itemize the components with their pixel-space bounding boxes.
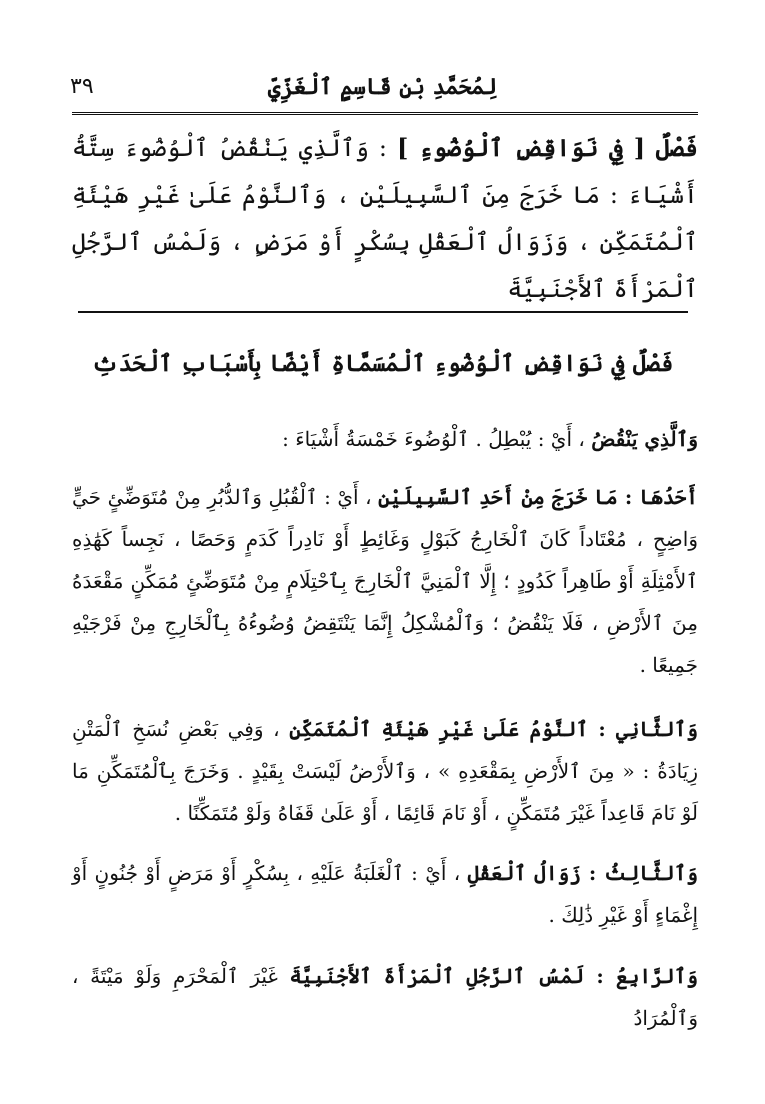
sharh-paragraph-second: [72, 708, 698, 834]
running-header-title: لِمُحَمَّدِ بْنِ قَاسِمٍ ٱلْغَزِّيِّ: [267, 74, 498, 100]
page-number: ٣٩: [70, 74, 94, 99]
paragraph-lead: وَٱلثَّانِي : ٱلنَّوْمُ عَلَىٰ غَيْرِ هَيْئَةِ ٱلْمُتَمَكِّنِ: [289, 717, 698, 741]
paragraph-text: ، أَيْ : ٱلْغَلَبَةُ عَلَيْهِ ، بِسُكْرٍ أَوْ مَرَضٍ أَوْ جُنُونٍ أَوْ إِغْمَاءٍ أَوْ غَيْرِ ذَٰلِكَ .: [72, 861, 698, 927]
sharh-section-heading: فَصْلٌ فِي نَوَاقِضِ ٱلْوُضُوءِ ٱلْمُسَمَّاةِ أَيْضًا بِأَسْبَابِ ٱلْحَدَثِ: [91, 350, 674, 377]
sharh-paragraph-first: [72, 476, 698, 686]
sharh-paragraph-fourth: [72, 955, 698, 1039]
paragraph-text: غَيْرَ ٱلْمَحْرَمِ وَلَوْ مَيْتَةً ، وَٱلْمُرَادُ: [72, 964, 698, 1030]
matn-body-text: : وَٱلَّذِي يَنْقُضُ ٱلْوُضُوءَ سِتَّةُ أَشْيَاءَ : مَا خَرَجَ مِنَ ٱلسَّبِيلَيْنِ ، وَٱلنَّوْمُ عَلَىٰ غَيْرِ هَيْئَةِ ٱلْمُتَمَكِّنِ ، وَزَوَالُ ٱلْعَقْلِ بِسُكْرٍ أَوْ مَرَضٍ ، وَلَمْسُ ٱلرَّجُلِ ٱلْمَرْأَةَ ٱلأَجْنَبِيَّةَ: [72, 134, 698, 303]
matn-sharh-divider: [78, 311, 688, 313]
paragraph-text: ، وَفِي بَعْضِ نُسَخِ ٱلْمَتْنِ زِيَادَةُ : « مِنَ ٱلأَرْضِ بِمَقْعَدِهِ » ، وَٱلأَرْضُ لَيْسَتْ بِقَيْدٍ . وَخَرَجَ بِٱلْمُتَمَكِّنِ مَا لَوْ نَامَ قَاعِداً غَيْرَ مُتَمَكِّنٍ ، أَوْ نَامَ قَائِمًا ، أَوْ عَلَىٰ قَفَاهُ وَلَوْ مُتَمَكِّنًا .: [72, 717, 698, 825]
sharh-paragraph-third: [72, 852, 698, 936]
sharh-paragraph-intro: [72, 418, 698, 460]
matn-text-block: [72, 124, 698, 313]
paragraph-lead: وَٱلرَّابِعُ : لَمْسُ ٱلرَّجُلِ ٱلْمَرْأَةَ ٱلأَجْنَبِيَّةَ: [289, 964, 698, 988]
header-rule: [72, 112, 698, 115]
paragraph-text: ، أَيْ : يُبْطِلُ . ٱلْوُضُوءَ خَمْسَةُ أَشْيَاءَ :: [282, 427, 592, 451]
paragraph-lead: وَٱلثَّالِثُ : زَوَالُ ٱلْعَقْلِ: [467, 861, 698, 885]
paragraph-lead: أَحَدُهَا : مَا خَرَجَ مِنْ أَحَدِ ٱلسَّبِيلَيْنِ: [378, 485, 698, 509]
paragraph-text: ، أَيْ : ٱلْقُبُلِ وَٱلدُّبُرِ مِنْ مُتَوَضِّئٍ حَيٍّ وَاضِحٍ ، مُعْتَاداً كَانَ ٱلْخَارِجُ كَبَوْلٍ وَغَائِطٍ أَوْ نَادِراً كَدَمٍ وَحَصًا ، نَجِساً كَهَٰذِهِ ٱلأَمْثِلَةِ أَوْ طَاهِراً كَدُودٍ ؛ إِلَّا ٱلْمَنِيَّ ٱلْخَارِجَ بِٱحْتِلَامٍ مِنْ مُتَوَضِّئٍ مُمَكِّنٍ مَقْعَدَهُ مِنَ ٱلأَرْضِ ، فَلَا يَنْقُضُ ؛ وَٱلْمُشْكِلُ إِنَّمَا يَنْتَقِضُ وُضُوءُهُ بِٱلْخَارِجِ مِنْ فَرْجَيْهِ جَمِيعًا .: [72, 485, 698, 677]
paragraph-lead: وَٱلَّذِي يَنْقُضُ: [591, 427, 698, 451]
matn-chapter-heading: فَصْلٌ [ فِي نَوَاقِضِ ٱلْوُضُوءِ ]: [396, 133, 698, 162]
